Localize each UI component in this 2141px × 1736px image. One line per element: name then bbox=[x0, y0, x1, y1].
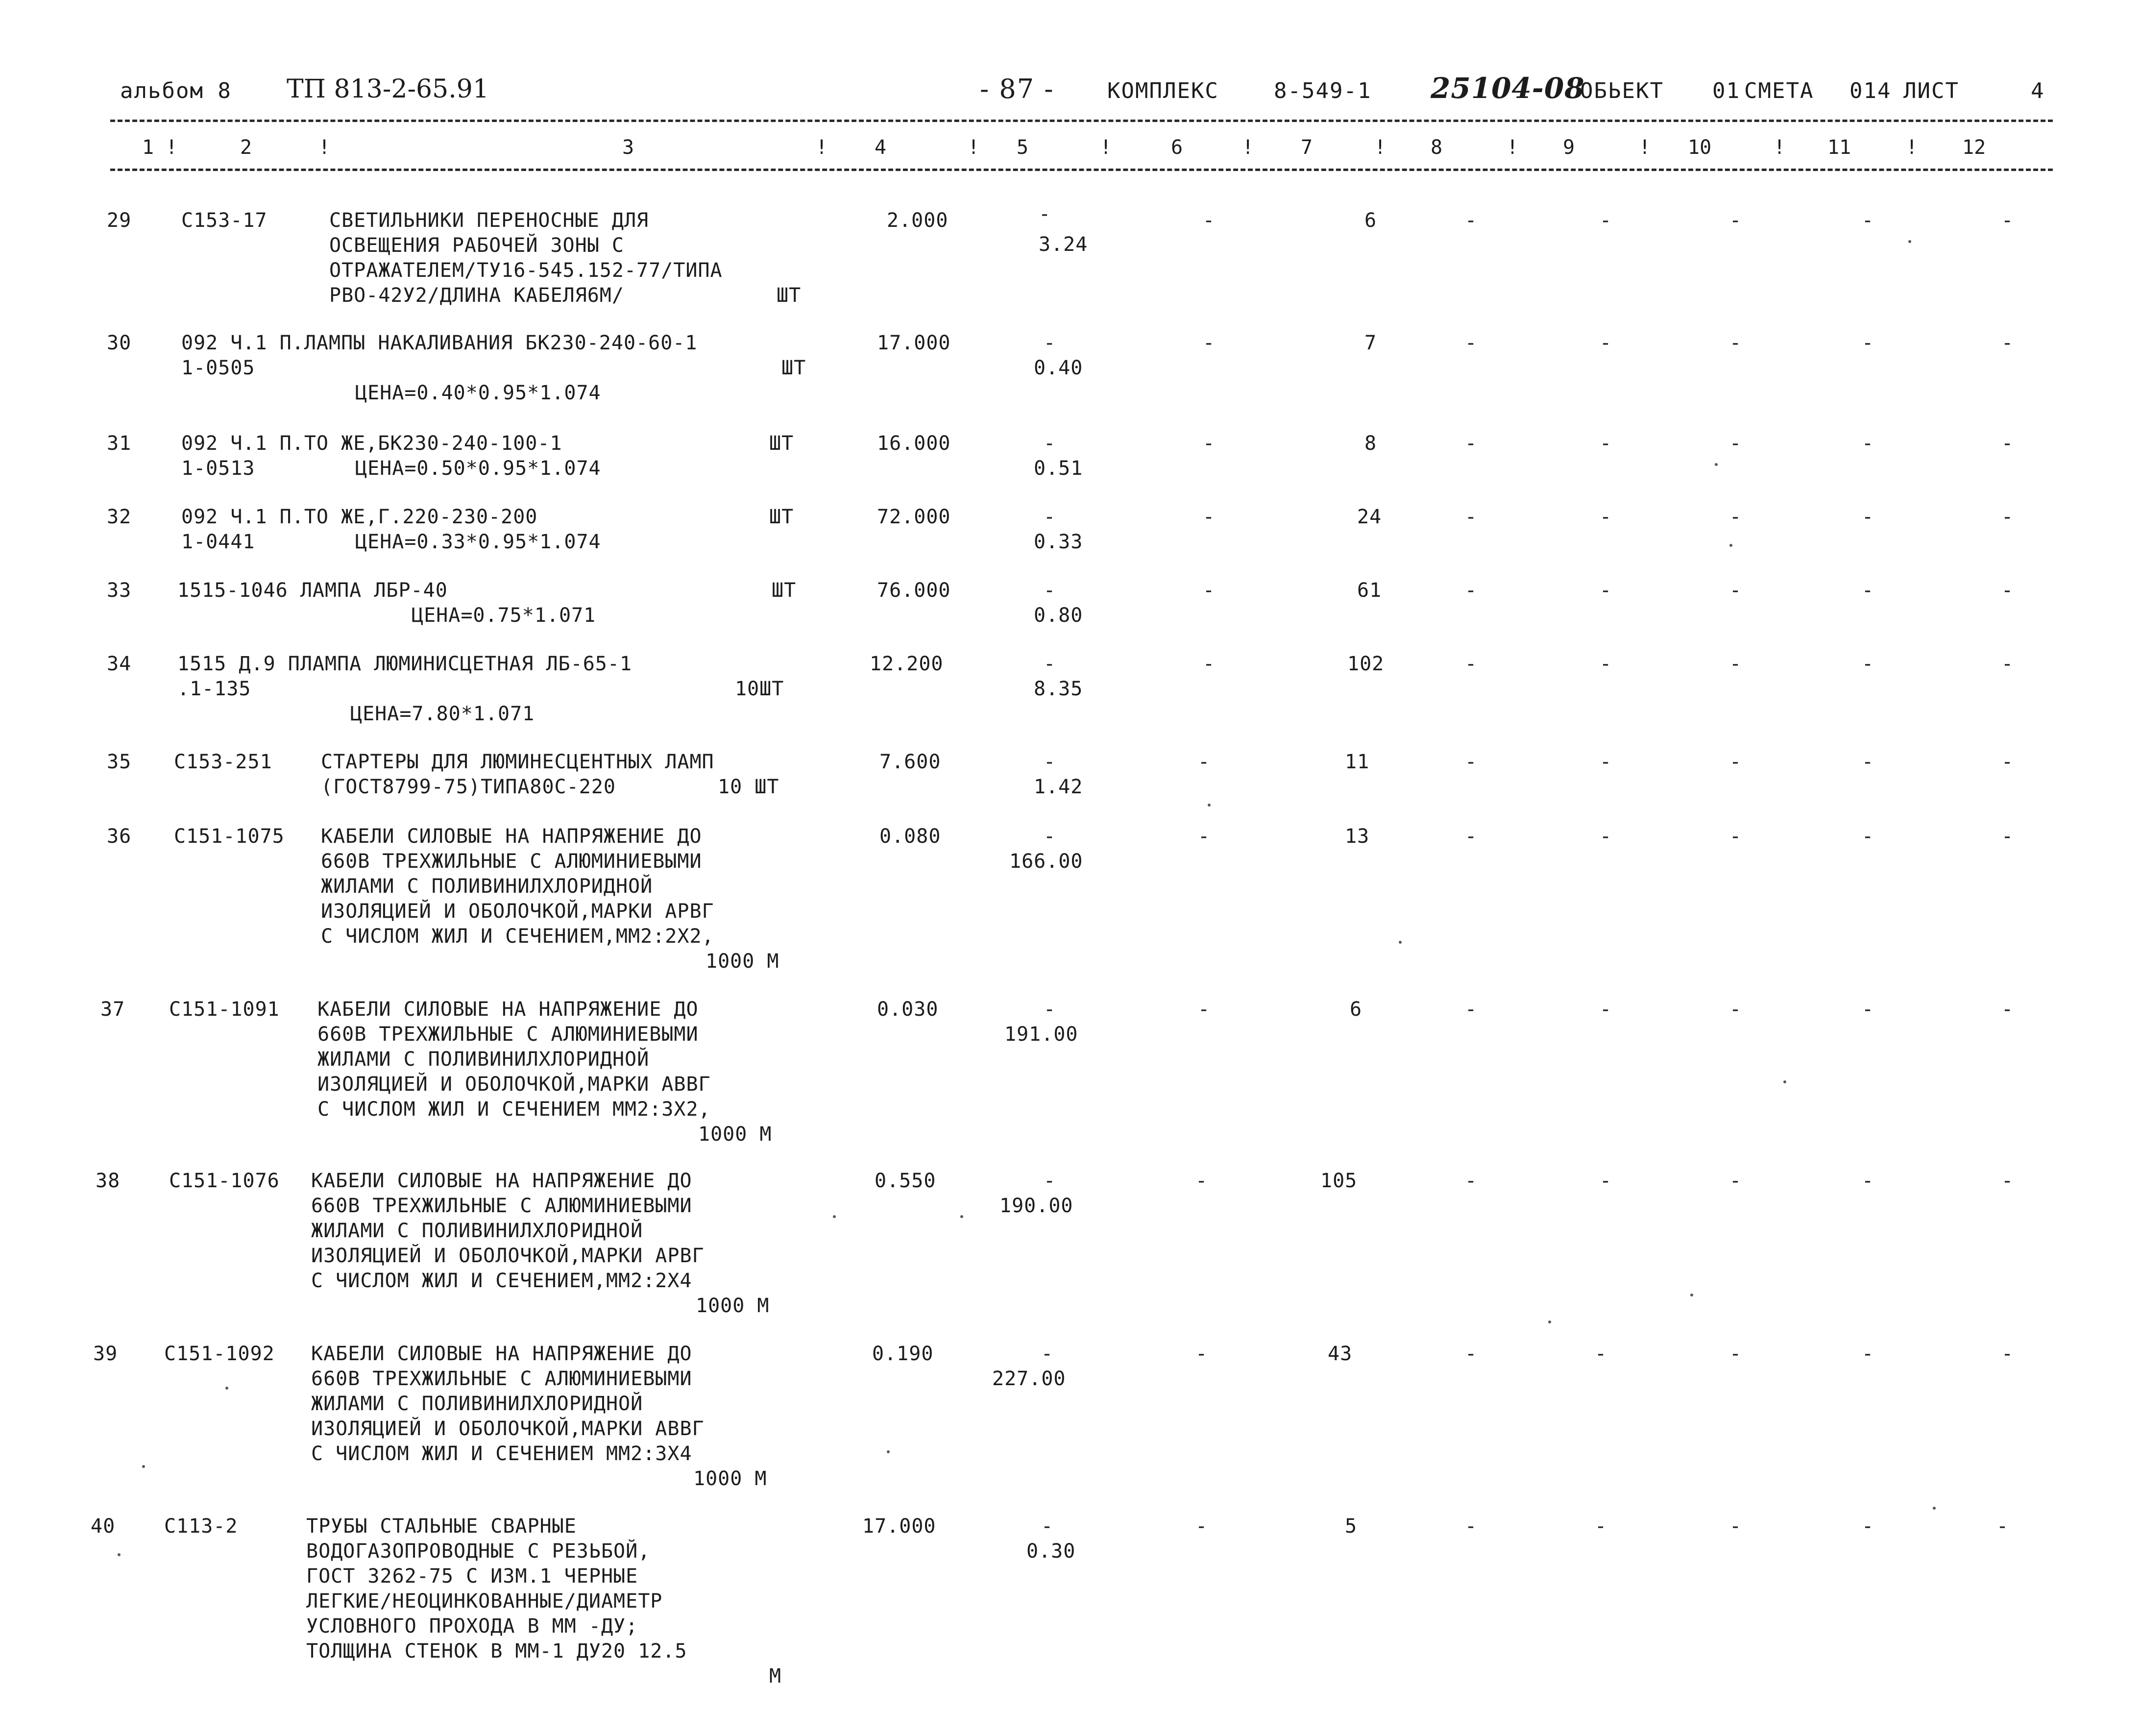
list-label: ЛИСТ bbox=[1903, 78, 1959, 103]
row-price: 8.35 bbox=[1034, 678, 1083, 700]
row-desc-line: 660В ТРЕХЖИЛЬНЫЕ С АЛЮМИНИЕВЫМИ bbox=[311, 1368, 692, 1390]
col6-dash: - bbox=[1195, 1515, 1208, 1538]
row-desc-line: ОТРАЖАТЕЛЕМ/ТУ16-545.152-77/ТИПА bbox=[329, 259, 723, 282]
row-number: 31 bbox=[107, 432, 132, 455]
row-qty: 17.000 bbox=[862, 1515, 936, 1538]
col12-dash: - bbox=[2001, 332, 2014, 354]
col8-dash: - bbox=[1465, 332, 1478, 354]
row-desc-line: ЖИЛАМИ С ПОЛИВИНИЛХЛОРИДНОЙ bbox=[311, 1220, 643, 1242]
col6-dash: - bbox=[1198, 825, 1211, 848]
col10-dash: - bbox=[1729, 432, 1742, 455]
col8-dash: - bbox=[1465, 653, 1478, 675]
col9-dash: - bbox=[1600, 332, 1612, 354]
header-divider-bottom bbox=[110, 169, 2053, 171]
row-desc-line: ЦЕНА=7.80*1.071 bbox=[350, 703, 535, 725]
smeta-label: СМЕТА bbox=[1744, 78, 1814, 103]
col-sep: ! bbox=[1774, 136, 1786, 159]
row-price: 0.33 bbox=[1034, 531, 1083, 553]
row-desc-line: ИЗОЛЯЦИЕЙ И ОБОЛОЧКОЙ,МАРКИ АРВГ bbox=[311, 1245, 705, 1267]
col6-dash: - bbox=[1203, 209, 1216, 232]
col9-dash: - bbox=[1600, 751, 1612, 773]
row-col7: 6 bbox=[1364, 209, 1377, 232]
row-col7: 11 bbox=[1345, 751, 1370, 773]
row-unit: 1000 М bbox=[706, 950, 779, 973]
row-qty: 0.190 bbox=[872, 1343, 934, 1365]
scan-speck bbox=[1933, 1507, 1936, 1510]
row-price-dash: - bbox=[1041, 1343, 1054, 1365]
row-desc-line: КАБЕЛИ СИЛОВЫЕ НА НАПРЯЖЕНИЕ ДО bbox=[311, 1343, 692, 1365]
row-code: С153-251 bbox=[174, 751, 272, 773]
row-qty: 0.550 bbox=[875, 1170, 936, 1192]
col8-dash: - bbox=[1465, 209, 1478, 232]
row-number: 40 bbox=[91, 1515, 116, 1538]
col10-dash: - bbox=[1729, 1515, 1742, 1538]
col8-dash: - bbox=[1465, 1170, 1478, 1192]
row-number: 29 bbox=[107, 209, 132, 232]
col12-dash: - bbox=[2001, 432, 2014, 455]
scan-speck bbox=[1729, 544, 1732, 547]
col9-dash: - bbox=[1600, 998, 1612, 1021]
row-desc-line: С ЧИСЛОМ ЖИЛ И СЕЧЕНИЕМ,ММ2:2Х4 bbox=[311, 1270, 692, 1292]
scan-speck bbox=[142, 1465, 145, 1468]
col11-dash: - bbox=[1862, 1170, 1874, 1192]
smeta-value: 014 bbox=[1849, 78, 1892, 103]
col-sep: ! bbox=[1639, 136, 1651, 159]
row-price-dash: - bbox=[1044, 506, 1056, 528]
row-price-dash: - bbox=[1044, 653, 1056, 675]
col-header-11: 11 bbox=[1827, 136, 1851, 159]
col12-dash: - bbox=[2001, 506, 2014, 528]
col-header-3: 3 bbox=[622, 136, 634, 159]
object-label: ОБЬЕКТ bbox=[1580, 78, 1664, 103]
row-qty: 72.000 bbox=[877, 506, 951, 528]
col-header-1: 1 ! bbox=[142, 136, 178, 159]
row-number: 32 bbox=[107, 506, 132, 528]
row-code: С151-1075 bbox=[174, 825, 285, 848]
row-number: 37 bbox=[100, 998, 125, 1021]
col8-dash: - bbox=[1465, 1343, 1478, 1365]
row-qty: 17.000 bbox=[877, 332, 951, 354]
col6-dash: - bbox=[1198, 751, 1211, 773]
col9-dash: - bbox=[1600, 825, 1612, 848]
row-desc-line: ТРУБЫ СТАЛЬНЫЕ СВАРНЫЕ bbox=[306, 1515, 577, 1538]
col11-dash: - bbox=[1862, 998, 1874, 1021]
row-code: 092 Ч.1 П.ТО ЖЕ,БК230-240-100-1 bbox=[181, 432, 562, 455]
col10-dash: - bbox=[1729, 751, 1742, 773]
row-code-sub: 1-0505 bbox=[181, 357, 255, 379]
row-qty: 76.000 bbox=[877, 579, 951, 602]
col-header-2: 2 bbox=[240, 136, 252, 159]
col9-dash: - bbox=[1600, 432, 1612, 455]
row-price: 190.00 bbox=[999, 1195, 1073, 1217]
row-code: 1515 Д.9 ПЛАМПА ЛЮМИНИСЦЕТНАЯ ЛБ-65-1 bbox=[177, 653, 633, 675]
scan-speck bbox=[1715, 463, 1718, 466]
row-unit: 10 ШТ bbox=[718, 776, 779, 798]
scan-speck bbox=[118, 1553, 121, 1556]
header-divider-top bbox=[110, 120, 2053, 122]
row-desc-line: КАБЕЛИ СИЛОВЫЕ НА НАПРЯЖЕНИЕ ДО bbox=[321, 825, 702, 848]
col12-dash: - bbox=[2001, 1170, 2014, 1192]
col6-dash: - bbox=[1203, 332, 1216, 354]
col-sep: ! bbox=[1906, 136, 1918, 159]
row-col7: 5 bbox=[1345, 1515, 1358, 1538]
col12-dash: - bbox=[2001, 751, 2014, 773]
col11-dash: - bbox=[1862, 825, 1874, 848]
col11-dash: - bbox=[1862, 751, 1874, 773]
row-code: С151-1091 bbox=[169, 998, 280, 1021]
row-price-dash: - bbox=[1044, 825, 1056, 848]
row-desc-line: С ЧИСЛОМ ЖИЛ И СЕЧЕНИЕМ ММ2:3Х4 bbox=[311, 1443, 692, 1465]
col6-dash: - bbox=[1195, 1170, 1208, 1192]
col12-dash: - bbox=[2001, 653, 2014, 675]
row-col7: 8 bbox=[1364, 432, 1377, 455]
col6-dash: - bbox=[1203, 579, 1216, 602]
row-desc-line: ИЗОЛЯЦИЕЙ И ОБОЛОЧКОЙ,МАРКИ АРВГ bbox=[321, 900, 714, 923]
col11-dash: - bbox=[1862, 579, 1874, 602]
row-number: 36 bbox=[107, 825, 132, 848]
col-header-8: 8 bbox=[1431, 136, 1443, 159]
col8-dash: - bbox=[1465, 1515, 1478, 1538]
row-col7: 6 bbox=[1350, 998, 1362, 1021]
row-desc-line: ЛЕГКИЕ/НЕОЦИНКОВАННЫЕ/ДИАМЕТР bbox=[306, 1590, 663, 1613]
row-unit: ШТ bbox=[769, 432, 794, 455]
row-number: 34 bbox=[107, 653, 132, 675]
col11-dash: - bbox=[1862, 1515, 1874, 1538]
col9-dash: - bbox=[1600, 1170, 1612, 1192]
row-code: С113-2 bbox=[164, 1515, 238, 1538]
col-sep: ! bbox=[1100, 136, 1112, 159]
col8-dash: - bbox=[1465, 751, 1478, 773]
col8-dash: - bbox=[1465, 998, 1478, 1021]
row-desc-line: СТАРТЕРЫ ДЛЯ ЛЮМИНЕСЦЕНТНЫХ ЛАМП bbox=[321, 751, 714, 773]
handwritten-code: 25104-08 bbox=[1431, 72, 1585, 105]
col-sep: ! bbox=[816, 136, 828, 159]
scan-speck bbox=[225, 1387, 228, 1390]
row-col7: 102 bbox=[1347, 653, 1385, 675]
col11-dash: - bbox=[1862, 653, 1874, 675]
row-qty: 7.600 bbox=[879, 751, 941, 773]
row-desc-line: ЦЕНА=0.75*1.071 bbox=[412, 604, 596, 627]
scan-speck bbox=[887, 1450, 890, 1453]
row-price: 0.40 bbox=[1034, 357, 1083, 379]
row-col7: 13 bbox=[1345, 825, 1370, 848]
album-label: альбом 8 bbox=[120, 78, 232, 103]
col-sep: ! bbox=[1507, 136, 1519, 159]
row-qty: 12.200 bbox=[870, 653, 944, 675]
row-code: 092 Ч.1 П.ТО ЖЕ,Г.220-230-200 bbox=[181, 506, 538, 528]
row-desc-line: РВО-42У2/ДЛИНА КАБЕЛЯ6М/ bbox=[329, 284, 624, 307]
row-qty: 16.000 bbox=[877, 432, 951, 455]
row-price-dash: - bbox=[1044, 579, 1056, 602]
list-value: 4 bbox=[2031, 78, 2045, 103]
col10-dash: - bbox=[1729, 506, 1742, 528]
col-header-7: 7 bbox=[1301, 136, 1313, 159]
row-col7: 7 bbox=[1364, 332, 1377, 354]
scan-speck bbox=[960, 1215, 963, 1218]
row-unit: ШТ bbox=[777, 284, 802, 307]
row-code-sub: 1-0513 bbox=[181, 457, 255, 480]
col9-dash: - bbox=[1600, 209, 1612, 232]
col9-dash: - bbox=[1600, 506, 1612, 528]
row-qty: 0.030 bbox=[877, 998, 939, 1021]
col-sep: ! bbox=[1242, 136, 1254, 159]
row-unit: 10ШТ bbox=[735, 678, 784, 700]
col10-dash: - bbox=[1729, 653, 1742, 675]
row-number: 30 bbox=[107, 332, 132, 354]
row-code: 1515-1046 ЛАМПА ЛБР-40 bbox=[177, 579, 448, 602]
row-unit: 1000 М bbox=[696, 1295, 770, 1317]
col6-dash: - bbox=[1203, 432, 1216, 455]
row-price: 1.42 bbox=[1034, 776, 1083, 798]
col-sep: ! bbox=[1374, 136, 1387, 159]
row-price-dash: - bbox=[1039, 203, 1051, 225]
scan-speck bbox=[833, 1215, 836, 1218]
col6-dash: - bbox=[1195, 1343, 1208, 1365]
row-desc-line: С ЧИСЛОМ ЖИЛ И СЕЧЕНИЕМ ММ2:3Х2, bbox=[317, 1098, 711, 1121]
scan-speck bbox=[1783, 1080, 1786, 1083]
scan-speck bbox=[1548, 1320, 1551, 1323]
col-header-12: 12 bbox=[1962, 136, 1986, 159]
row-col7: 43 bbox=[1328, 1343, 1353, 1365]
col12-dash: - bbox=[2001, 209, 2014, 232]
scan-speck bbox=[1208, 804, 1211, 807]
col11-dash: - bbox=[1862, 1343, 1874, 1365]
row-desc-line: С ЧИСЛОМ ЖИЛ И СЕЧЕНИЕМ,ММ2:2Х2, bbox=[321, 925, 714, 948]
col-header-9: 9 bbox=[1563, 136, 1575, 159]
row-desc-line: ЖИЛАМИ С ПОЛИВИНИЛХЛОРИДНОЙ bbox=[317, 1048, 650, 1071]
row-unit: М bbox=[769, 1665, 782, 1687]
row-number: 38 bbox=[96, 1170, 121, 1192]
col8-dash: - bbox=[1465, 432, 1478, 455]
row-desc-line: КАБЕЛИ СИЛОВЫЕ НА НАПРЯЖЕНИЕ ДО bbox=[317, 998, 699, 1021]
col12-dash: - bbox=[2001, 998, 2014, 1021]
col12-dash: - bbox=[2001, 1343, 2014, 1365]
row-price-dash: - bbox=[1044, 432, 1056, 455]
row-desc-line: ЖИЛАМИ С ПОЛИВИНИЛХЛОРИДНОЙ bbox=[321, 875, 653, 898]
col10-dash: - bbox=[1729, 1343, 1742, 1365]
row-desc-line: КАБЕЛИ СИЛОВЫЕ НА НАПРЯЖЕНИЕ ДО bbox=[311, 1170, 692, 1192]
col12-dash: - bbox=[2001, 579, 2014, 602]
row-price: 3.24 bbox=[1039, 233, 1088, 256]
scan-speck bbox=[1908, 240, 1911, 243]
row-price-dash: - bbox=[1044, 1170, 1056, 1192]
row-unit: 1000 М bbox=[693, 1467, 767, 1490]
col10-dash: - bbox=[1729, 1170, 1742, 1192]
row-price-dash: - bbox=[1044, 751, 1056, 773]
col6-dash: - bbox=[1203, 506, 1216, 528]
row-price: 0.51 bbox=[1034, 457, 1083, 480]
col8-dash: - bbox=[1465, 825, 1478, 848]
col10-dash: - bbox=[1729, 579, 1742, 602]
row-price: 0.30 bbox=[1026, 1540, 1076, 1563]
row-desc-line: ГОСТ 3262-75 С ИЗМ.1 ЧЕРНЫЕ bbox=[306, 1565, 638, 1588]
row-desc-line: ВОДОГАЗОПРОВОДНЫЕ С РЕЗЬБОЙ, bbox=[306, 1540, 651, 1563]
col10-dash: - bbox=[1729, 825, 1742, 848]
row-unit: ШТ bbox=[772, 579, 797, 602]
complex-code: 8-549-1 bbox=[1274, 78, 1372, 103]
row-unit: ШТ bbox=[781, 357, 806, 379]
scan-speck bbox=[1399, 941, 1402, 944]
col11-dash: - bbox=[1862, 432, 1874, 455]
col12-dash: - bbox=[1996, 1515, 2009, 1538]
row-desc-line: ЦЕНА=0.33*0.95*1.074 bbox=[355, 531, 601, 553]
col9-dash: - bbox=[1600, 653, 1612, 675]
row-unit: ШТ bbox=[769, 506, 794, 528]
scan-speck bbox=[1690, 1294, 1693, 1296]
row-price-dash: - bbox=[1044, 998, 1056, 1021]
row-number: 33 bbox=[107, 579, 132, 602]
row-price: 166.00 bbox=[1009, 850, 1083, 873]
col10-dash: - bbox=[1729, 209, 1742, 232]
col-header-5: 5 bbox=[1017, 136, 1029, 159]
row-price-dash: - bbox=[1044, 332, 1056, 354]
col9-dash: - bbox=[1595, 1343, 1607, 1365]
col11-dash: - bbox=[1862, 332, 1874, 354]
col-header-10: 10 bbox=[1688, 136, 1712, 159]
col8-dash: - bbox=[1465, 506, 1478, 528]
col-sep: ! bbox=[968, 136, 980, 159]
row-desc-line: ИЗОЛЯЦИЕЙ И ОБОЛОЧКОЙ,МАРКИ АВВГ bbox=[311, 1418, 705, 1440]
col11-dash: - bbox=[1862, 506, 1874, 528]
row-price-dash: - bbox=[1041, 1515, 1054, 1538]
row-desc-line: 660В ТРЕХЖИЛЬНЫЕ С АЛЮМИНИЕВЫМИ bbox=[321, 850, 702, 873]
col10-dash: - bbox=[1729, 332, 1742, 354]
complex-label: КОМПЛЕКС bbox=[1107, 78, 1219, 103]
col8-dash: - bbox=[1465, 579, 1478, 602]
row-col7: 61 bbox=[1357, 579, 1382, 602]
row-col7: 24 bbox=[1357, 506, 1382, 528]
row-unit: 1000 М bbox=[698, 1123, 772, 1146]
row-code-sub: .1-135 bbox=[177, 678, 251, 700]
row-price: 0.80 bbox=[1034, 604, 1083, 627]
row-desc-line: ТОЛЩИНА СТЕНОК В ММ-1 ДУ20 12.5 bbox=[306, 1640, 687, 1663]
row-desc-line: (ГОСТ8799-75)ТИПА80С-220 bbox=[321, 776, 616, 798]
col-sep: ! bbox=[318, 136, 331, 159]
row-desc-line: ЦЕНА=0.50*0.95*1.074 bbox=[355, 457, 601, 480]
row-desc-line: ЦЕНА=0.40*0.95*1.074 bbox=[355, 382, 601, 404]
col12-dash: - bbox=[2001, 825, 2014, 848]
col11-dash: - bbox=[1862, 209, 1874, 232]
row-desc-line: ОСВЕЩЕНИЯ РАБОЧЕЙ ЗОНЫ С bbox=[329, 234, 624, 257]
col9-dash: - bbox=[1600, 579, 1612, 602]
row-qty: 0.080 bbox=[879, 825, 941, 848]
row-number: 39 bbox=[93, 1343, 118, 1365]
row-price: 191.00 bbox=[1004, 1023, 1078, 1046]
row-desc-line: 660В ТРЕХЖИЛЬНЫЕ С АЛЮМИНИЕВЫМИ bbox=[311, 1195, 692, 1217]
row-col7: 105 bbox=[1320, 1170, 1358, 1192]
col-header-4: 4 bbox=[875, 136, 887, 159]
row-desc-line: УСЛОВНОГО ПРОХОДА В ММ -ДУ; bbox=[306, 1615, 638, 1638]
row-desc-line: 660В ТРЕХЖИЛЬНЫЕ С АЛЮМИНИЕВЫМИ bbox=[317, 1023, 699, 1046]
object-value: 01 bbox=[1712, 78, 1740, 103]
col9-dash: - bbox=[1595, 1515, 1607, 1538]
row-qty: 2.000 bbox=[887, 209, 949, 232]
row-code: С151-1076 bbox=[169, 1170, 280, 1192]
page-number: - 87 - bbox=[980, 73, 1054, 104]
row-code: С153-17 bbox=[181, 209, 268, 232]
row-desc-line: ИЗОЛЯЦИЕЙ И ОБОЛОЧКОЙ,МАРКИ АВВГ bbox=[317, 1073, 711, 1096]
col6-dash: - bbox=[1203, 653, 1216, 675]
row-number: 35 bbox=[107, 751, 132, 773]
tp-number: ТП 813-2-65.91 bbox=[287, 74, 489, 104]
row-desc-line: СВЕТИЛЬНИКИ ПЕРЕНОСНЫЕ ДЛЯ bbox=[329, 209, 649, 232]
row-code-sub: 1-0441 bbox=[181, 531, 255, 553]
col10-dash: - bbox=[1729, 998, 1742, 1021]
col6-dash: - bbox=[1198, 998, 1211, 1021]
row-code: С151-1092 bbox=[164, 1343, 275, 1365]
col-header-6: 6 bbox=[1171, 136, 1183, 159]
row-desc-line: ЖИЛАМИ С ПОЛИВИНИЛХЛОРИДНОЙ bbox=[311, 1393, 643, 1415]
row-code: 092 Ч.1 П.ЛАМПЫ НАКАЛИВАНИЯ БК230-240-60-1 bbox=[181, 332, 698, 354]
row-price: 227.00 bbox=[992, 1368, 1066, 1390]
